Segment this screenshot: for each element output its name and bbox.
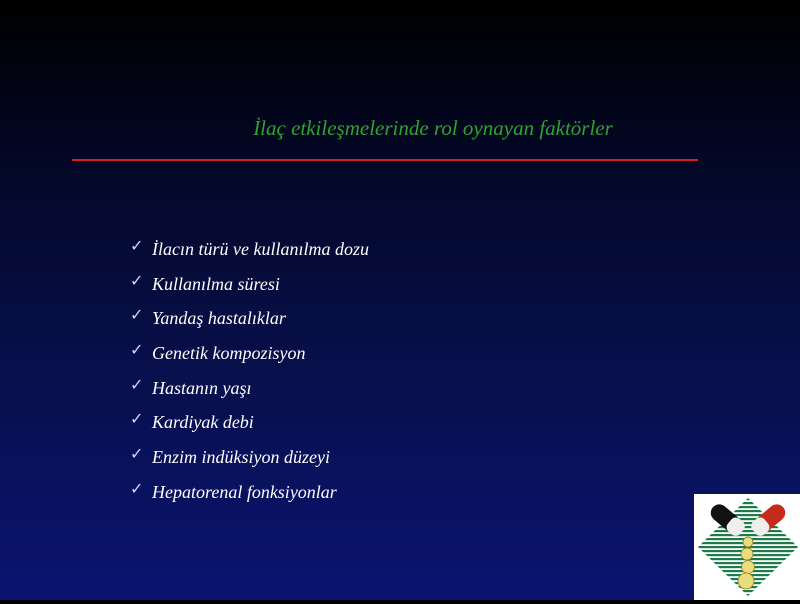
pharmacy-capsule-logo-icon xyxy=(694,494,800,600)
checkmark-icon: ✓ xyxy=(130,270,144,290)
title-underline xyxy=(72,159,698,161)
list-item: ✓ Hepatorenal fonksiyonlar xyxy=(130,478,337,502)
checkmark-icon: ✓ xyxy=(130,443,144,463)
checkmark-icon: ✓ xyxy=(130,409,144,429)
factor-list xyxy=(130,232,369,510)
list-item: ✓ Yandaş hastalıklar xyxy=(130,305,286,329)
checkmark-icon: ✓ xyxy=(130,305,144,325)
list-item: ✓ Kardiyak debi xyxy=(130,409,254,433)
checkmark-icon: ✓ xyxy=(130,374,144,394)
checkmark-icon: ✓ xyxy=(130,235,144,255)
list-item: ✓ İlacın türü ve kullanılma dozu xyxy=(130,235,369,259)
slide-title: İlaç etkileşmelerinde rol oynayan faktörler xyxy=(253,116,613,140)
list-item: ✓ Enzim indüksiyon düzeyi xyxy=(130,443,330,467)
checkmark-icon: ✓ xyxy=(130,478,144,498)
list-item: ✓ Genetik kompozisyon xyxy=(130,339,306,363)
list-item: ✓ Kullanılma süresi xyxy=(130,270,280,294)
list-item: ✓ Hastanın yaşı xyxy=(130,374,252,398)
checkmark-icon: ✓ xyxy=(130,339,144,359)
